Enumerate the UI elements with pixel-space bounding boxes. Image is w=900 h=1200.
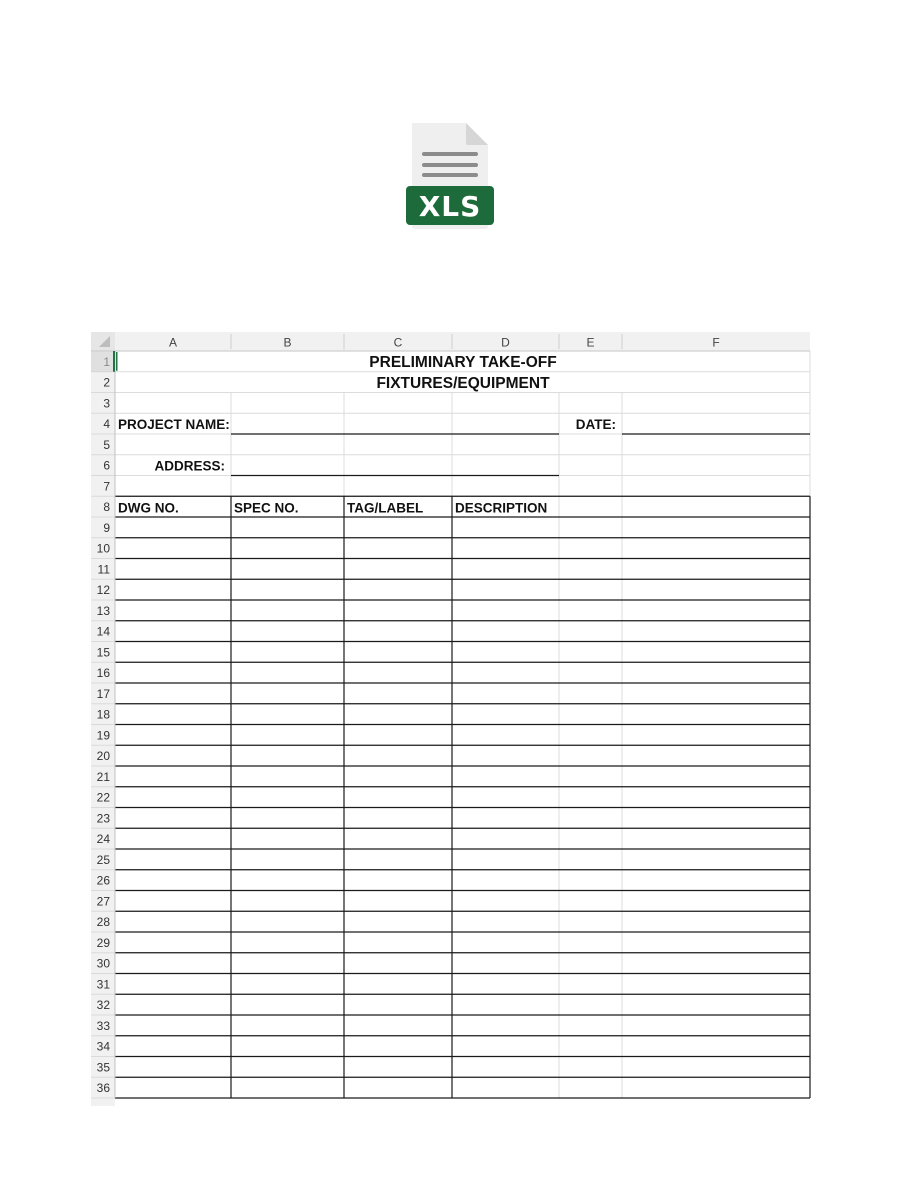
column-header-bar bbox=[91, 332, 810, 351]
file-type-label: XLS bbox=[418, 190, 482, 223]
row-header-15[interactable]: 15 bbox=[96, 645, 110, 660]
row-header-31[interactable]: 31 bbox=[96, 977, 110, 992]
table-cell[interactable] bbox=[344, 994, 452, 1015]
table-cell[interactable] bbox=[622, 600, 810, 621]
active-cell-border[interactable] bbox=[116, 352, 118, 371]
table-cell[interactable] bbox=[452, 891, 559, 912]
table-cell[interactable] bbox=[559, 828, 622, 849]
selected-row-highlight bbox=[91, 351, 115, 372]
table-cell[interactable] bbox=[115, 559, 231, 580]
table-cell[interactable] bbox=[115, 642, 231, 663]
table-cell[interactable] bbox=[231, 1057, 344, 1078]
table-cell[interactable] bbox=[115, 974, 231, 995]
table-cell[interactable] bbox=[115, 953, 231, 974]
row-header-2[interactable]: 2 bbox=[103, 375, 110, 390]
row-header-17[interactable]: 17 bbox=[96, 686, 110, 701]
table-cell[interactable] bbox=[622, 1057, 810, 1078]
row-header-10[interactable]: 10 bbox=[96, 541, 110, 556]
row-header-25[interactable]: 25 bbox=[96, 852, 110, 867]
table-cell[interactable] bbox=[344, 787, 452, 808]
table-cell[interactable] bbox=[231, 683, 344, 704]
table-cell[interactable] bbox=[344, 849, 452, 870]
table-cell[interactable] bbox=[344, 974, 452, 995]
table-cell[interactable] bbox=[344, 600, 452, 621]
table-cell[interactable] bbox=[344, 828, 452, 849]
table-cell[interactable] bbox=[559, 849, 622, 870]
table-cell[interactable] bbox=[231, 621, 344, 642]
table-cell[interactable] bbox=[115, 517, 231, 538]
table-cell[interactable] bbox=[231, 704, 344, 725]
table-cell[interactable] bbox=[559, 891, 622, 912]
table-cell[interactable] bbox=[622, 1015, 810, 1036]
table-cell[interactable] bbox=[231, 994, 344, 1015]
column-header-a[interactable]: A bbox=[168, 335, 178, 350]
table-cell[interactable] bbox=[452, 1015, 559, 1036]
table-cell[interactable] bbox=[344, 745, 452, 766]
table-cell[interactable] bbox=[622, 932, 810, 953]
table-cell[interactable] bbox=[231, 870, 344, 891]
table-cell[interactable] bbox=[115, 911, 231, 932]
row-header-14[interactable]: 14 bbox=[96, 624, 110, 639]
table-cell[interactable] bbox=[622, 870, 810, 891]
table-cell[interactable] bbox=[231, 745, 344, 766]
table-cell[interactable] bbox=[344, 559, 452, 580]
table-cell[interactable] bbox=[559, 1077, 622, 1098]
table-cell[interactable] bbox=[622, 642, 810, 663]
file-line-3 bbox=[422, 173, 478, 177]
row-header-6[interactable]: 6 bbox=[103, 458, 110, 473]
row-header-28[interactable]: 28 bbox=[96, 915, 110, 930]
table-cell[interactable] bbox=[115, 683, 231, 704]
select-all-corner[interactable] bbox=[91, 332, 115, 351]
table-cell[interactable] bbox=[452, 745, 559, 766]
table-cell[interactable] bbox=[559, 725, 622, 746]
table-cell[interactable] bbox=[452, 538, 559, 559]
table-header-4: DESCRIPTION bbox=[455, 500, 548, 516]
table-cell[interactable] bbox=[231, 559, 344, 580]
table-cell[interactable] bbox=[622, 1077, 810, 1098]
table-cell[interactable] bbox=[231, 725, 344, 746]
table-cell[interactable] bbox=[231, 662, 344, 683]
table-cell[interactable] bbox=[231, 828, 344, 849]
table-cell[interactable] bbox=[452, 870, 559, 891]
table-cell[interactable] bbox=[115, 994, 231, 1015]
table-cell[interactable] bbox=[622, 911, 810, 932]
column-header-b[interactable]: B bbox=[283, 335, 292, 350]
row-header-30[interactable]: 30 bbox=[96, 956, 110, 971]
table-cell[interactable] bbox=[559, 808, 622, 829]
table-cell[interactable] bbox=[452, 517, 559, 538]
table-cell[interactable] bbox=[231, 600, 344, 621]
file-line-2 bbox=[422, 163, 478, 167]
table-cell[interactable] bbox=[115, 787, 231, 808]
table-cell[interactable] bbox=[231, 1036, 344, 1057]
table-cell[interactable] bbox=[622, 1036, 810, 1057]
table-cell[interactable] bbox=[452, 579, 559, 600]
row-header-21[interactable]: 21 bbox=[96, 769, 110, 784]
row-header-8[interactable]: 8 bbox=[103, 500, 110, 515]
table-cell[interactable] bbox=[231, 579, 344, 600]
date-label: DATE: bbox=[575, 416, 616, 432]
table-cell[interactable] bbox=[452, 932, 559, 953]
table-cell[interactable] bbox=[344, 953, 452, 974]
table-cell[interactable] bbox=[344, 517, 452, 538]
row-header-3[interactable]: 3 bbox=[103, 396, 110, 411]
table-cell[interactable] bbox=[452, 911, 559, 932]
table-cell[interactable] bbox=[559, 974, 622, 995]
table-cell[interactable] bbox=[559, 870, 622, 891]
table-cell[interactable] bbox=[452, 787, 559, 808]
table-cell[interactable] bbox=[115, 600, 231, 621]
table-cell[interactable] bbox=[559, 642, 622, 663]
table-cell[interactable] bbox=[115, 579, 231, 600]
table-cell[interactable] bbox=[452, 1077, 559, 1098]
table-cell[interactable] bbox=[115, 1036, 231, 1057]
table-header-1: DWG NO. bbox=[118, 500, 179, 516]
table-cell[interactable] bbox=[559, 538, 622, 559]
table-cell[interactable] bbox=[115, 828, 231, 849]
table-cell[interactable] bbox=[344, 766, 452, 787]
file-line-1 bbox=[422, 152, 478, 156]
table-cell[interactable] bbox=[452, 828, 559, 849]
table-cell[interactable] bbox=[452, 642, 559, 663]
table-cell[interactable] bbox=[231, 974, 344, 995]
table-cell[interactable] bbox=[622, 704, 810, 725]
table-cell[interactable] bbox=[115, 808, 231, 829]
table-cell[interactable] bbox=[452, 725, 559, 746]
table-cell[interactable] bbox=[622, 621, 810, 642]
table-cell[interactable] bbox=[622, 683, 810, 704]
table-cell[interactable] bbox=[452, 683, 559, 704]
table-cell[interactable] bbox=[344, 579, 452, 600]
table-cell[interactable] bbox=[452, 600, 559, 621]
table-cell[interactable] bbox=[344, 621, 452, 642]
table-cell[interactable] bbox=[622, 538, 810, 559]
table-cell[interactable] bbox=[231, 1015, 344, 1036]
xls-file-icon-graphic bbox=[405, 122, 495, 230]
table-cell[interactable] bbox=[344, 1077, 452, 1098]
row-header-32[interactable]: 32 bbox=[96, 998, 110, 1013]
sheet-title-line-1: PRELIMINARY TAKE-OFF bbox=[369, 354, 557, 371]
table-cell[interactable] bbox=[344, 683, 452, 704]
row-header-16[interactable]: 16 bbox=[96, 666, 110, 681]
table-cell[interactable] bbox=[115, 932, 231, 953]
table-cell[interactable] bbox=[231, 538, 344, 559]
table-cell[interactable] bbox=[115, 870, 231, 891]
table-cell[interactable] bbox=[115, 766, 231, 787]
table-cell[interactable] bbox=[115, 1057, 231, 1078]
table-cell[interactable] bbox=[622, 517, 810, 538]
table-cell[interactable] bbox=[559, 621, 622, 642]
table-cell[interactable] bbox=[559, 600, 622, 621]
row-header-12[interactable]: 12 bbox=[96, 583, 110, 598]
row-header-24[interactable]: 24 bbox=[96, 832, 110, 847]
table-cell[interactable] bbox=[344, 932, 452, 953]
table-cell[interactable] bbox=[559, 994, 622, 1015]
table-cell[interactable] bbox=[231, 932, 344, 953]
table-cell[interactable] bbox=[231, 891, 344, 912]
table-cell[interactable] bbox=[452, 849, 559, 870]
table-cell[interactable] bbox=[115, 621, 231, 642]
table-cell[interactable] bbox=[622, 662, 810, 683]
table-cell[interactable] bbox=[622, 808, 810, 829]
row-header-33[interactable]: 33 bbox=[96, 1018, 110, 1033]
table-cell[interactable] bbox=[452, 704, 559, 725]
table-cell[interactable] bbox=[452, 559, 559, 580]
table-cell[interactable] bbox=[231, 1077, 344, 1098]
table-cell[interactable] bbox=[559, 1036, 622, 1057]
table-cell[interactable] bbox=[344, 808, 452, 829]
table-cell[interactable] bbox=[344, 1036, 452, 1057]
table-cell[interactable] bbox=[559, 517, 622, 538]
table-cell[interactable] bbox=[115, 849, 231, 870]
table-cell[interactable] bbox=[344, 538, 452, 559]
table-cell[interactable] bbox=[344, 704, 452, 725]
table-cell[interactable] bbox=[559, 766, 622, 787]
table-cell[interactable] bbox=[344, 642, 452, 663]
table-cell[interactable] bbox=[344, 1057, 452, 1078]
row-header-23[interactable]: 23 bbox=[96, 811, 110, 826]
table-cell[interactable] bbox=[115, 704, 231, 725]
table-cell[interactable] bbox=[452, 994, 559, 1015]
table-cell[interactable] bbox=[559, 787, 622, 808]
table-cell[interactable] bbox=[452, 808, 559, 829]
table-cell[interactable] bbox=[344, 1015, 452, 1036]
table-cell[interactable] bbox=[231, 849, 344, 870]
row-header-18[interactable]: 18 bbox=[96, 707, 110, 722]
row-header-19[interactable]: 19 bbox=[96, 728, 110, 743]
table-cell[interactable] bbox=[344, 911, 452, 932]
row-header-4[interactable]: 4 bbox=[103, 417, 110, 432]
table-cell[interactable] bbox=[115, 725, 231, 746]
table-cell[interactable] bbox=[559, 911, 622, 932]
column-header-f[interactable]: F bbox=[712, 335, 720, 350]
table-cell[interactable] bbox=[231, 911, 344, 932]
table-cell[interactable] bbox=[231, 642, 344, 663]
table-cell[interactable] bbox=[622, 787, 810, 808]
table-cell[interactable] bbox=[231, 766, 344, 787]
table-cell[interactable] bbox=[344, 870, 452, 891]
table-cell[interactable] bbox=[559, 1057, 622, 1078]
table-cell[interactable] bbox=[622, 849, 810, 870]
row-header-35[interactable]: 35 bbox=[96, 1060, 110, 1075]
table-cell[interactable] bbox=[559, 683, 622, 704]
table-cell[interactable] bbox=[622, 745, 810, 766]
table-cell[interactable] bbox=[115, 1015, 231, 1036]
sheet-title-line-2: FIXTURES/EQUIPMENT bbox=[376, 374, 550, 392]
row-header-7[interactable]: 7 bbox=[103, 479, 110, 494]
table-cell[interactable] bbox=[231, 953, 344, 974]
table-header-2: SPEC NO. bbox=[234, 500, 299, 516]
table-cell[interactable] bbox=[231, 517, 344, 538]
table-cell[interactable] bbox=[559, 1015, 622, 1036]
table-cell[interactable] bbox=[231, 808, 344, 829]
table-cell[interactable] bbox=[622, 974, 810, 995]
table-cell[interactable] bbox=[622, 828, 810, 849]
table-cell[interactable] bbox=[115, 745, 231, 766]
table-cell[interactable] bbox=[622, 559, 810, 580]
column-header-d[interactable]: D bbox=[501, 335, 510, 350]
table-cell[interactable] bbox=[452, 662, 559, 683]
row-header-26[interactable]: 26 bbox=[96, 873, 110, 888]
table-cell[interactable] bbox=[452, 974, 559, 995]
spreadsheet[interactable] bbox=[91, 332, 810, 1106]
file-fold-corner bbox=[466, 123, 488, 145]
column-header-e[interactable]: E bbox=[586, 335, 595, 350]
table-cell[interactable] bbox=[622, 891, 810, 912]
table-cell[interactable] bbox=[622, 994, 810, 1015]
table-cell[interactable] bbox=[559, 932, 622, 953]
table-header-3: TAG/LABEL bbox=[347, 500, 424, 516]
table-cell[interactable] bbox=[231, 787, 344, 808]
project-name-label: PROJECT NAME: bbox=[118, 416, 230, 432]
table-cell[interactable] bbox=[115, 662, 231, 683]
row-header-27[interactable]: 27 bbox=[96, 894, 110, 909]
table-cell[interactable] bbox=[344, 891, 452, 912]
table-cell[interactable] bbox=[452, 766, 559, 787]
row-header-29[interactable]: 29 bbox=[96, 935, 110, 950]
table-cell[interactable] bbox=[559, 953, 622, 974]
table-cell[interactable] bbox=[559, 579, 622, 600]
table-cell[interactable] bbox=[559, 559, 622, 580]
spreadsheet-grid[interactable] bbox=[91, 332, 810, 1106]
table-cell[interactable] bbox=[452, 953, 559, 974]
table-cell[interactable] bbox=[115, 538, 231, 559]
table-cell[interactable] bbox=[344, 725, 452, 746]
column-header-c[interactable]: C bbox=[393, 335, 403, 350]
table-cell[interactable] bbox=[622, 766, 810, 787]
selected-row-marker bbox=[113, 351, 115, 372]
table-cell[interactable] bbox=[452, 1036, 559, 1057]
table-cell[interactable] bbox=[115, 1077, 231, 1098]
table-cell[interactable] bbox=[559, 745, 622, 766]
row-header-34[interactable]: 34 bbox=[96, 1039, 110, 1054]
row-header-36[interactable]: 36 bbox=[96, 1081, 110, 1096]
table-cell[interactable] bbox=[559, 662, 622, 683]
table-cell[interactable] bbox=[559, 704, 622, 725]
row-header-22[interactable]: 22 bbox=[96, 790, 110, 805]
xls-file-icon bbox=[405, 122, 495, 230]
table-cell[interactable] bbox=[452, 621, 559, 642]
row-header-20[interactable]: 20 bbox=[96, 749, 110, 764]
table-cell[interactable] bbox=[622, 953, 810, 974]
row-header-5[interactable]: 5 bbox=[103, 437, 110, 452]
table-cell[interactable] bbox=[622, 579, 810, 600]
table-cell[interactable] bbox=[115, 891, 231, 912]
table-cell[interactable] bbox=[344, 662, 452, 683]
row-header-9[interactable]: 9 bbox=[103, 520, 110, 535]
table-cell[interactable] bbox=[622, 725, 810, 746]
row-header-13[interactable]: 13 bbox=[96, 603, 110, 618]
row-header-11[interactable]: 11 bbox=[97, 562, 110, 577]
table-cell[interactable] bbox=[452, 1057, 559, 1078]
address-label: ADDRESS: bbox=[154, 458, 225, 474]
